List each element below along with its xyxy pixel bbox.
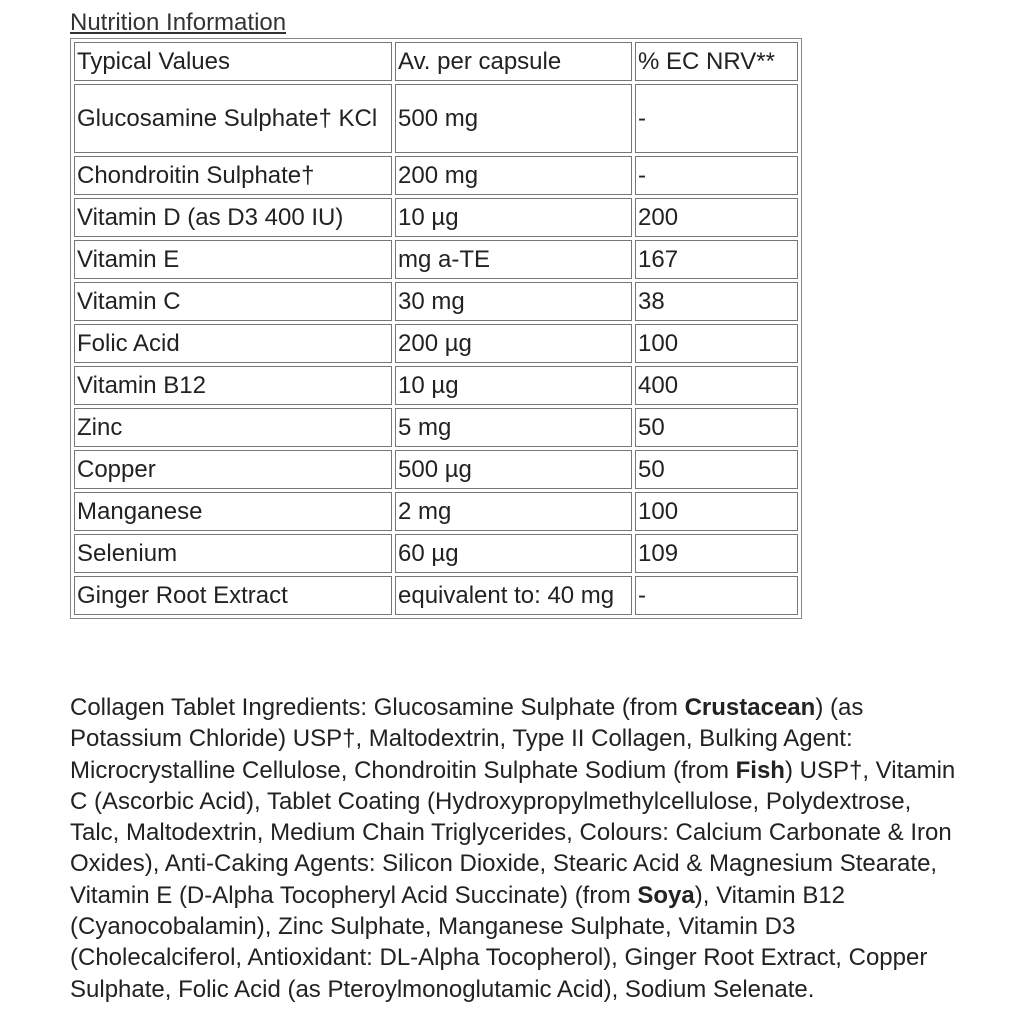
nutrient-amount: 10 µg (395, 198, 632, 237)
nutrient-amount: 5 mg (395, 408, 632, 447)
nutrient-amount: 2 mg (395, 492, 632, 531)
nutrient-nrv: 200 (635, 198, 798, 237)
nutrient-name: Vitamin E (74, 240, 392, 279)
table-row (74, 84, 798, 153)
nutrient-nrv: - (635, 156, 798, 195)
nutrient-name: Chondroitin Sulphate† (74, 156, 392, 195)
nutrient-nrv: - (635, 576, 798, 615)
ingredients-text: Collagen Tablet Ingredients: Glucosamine Sulphate (from (70, 694, 685, 721)
nutrient-name: Glucosamine Sulphate† KCl (74, 84, 392, 153)
ingredients-text: ), Vitamin B12 (Cyanocobalamin), Zinc Sulphate, Manganese Sulphate, Vitamin D3 (Cholecalciferol, Antioxidant: DL-Alpha Tocopherol), Ginger Root Extract, Copper Sulphate, Folic Acid (as Pteroylmonoglutamic Acid), Sodium Selenate. (70, 881, 928, 1003)
ingredients-text: ) USP†, Vitamin C (Ascorbic Acid), Tablet Coating (Hydroxypropylmethylcellulose, Polydextrose, Talc, Maltodextrin, Medium Chain Triglycerides, Colours: Calcium Carbonate & Iron Oxides), Anti-Caking Agents: Silicon Dioxide, Stearic Acid & Magnesium Stearate, Vitamin E (D-Alpha Tocopheryl Acid Succinate) (from (70, 756, 956, 909)
nutrient-name: Vitamin D (as D3 400 IU) (74, 198, 392, 237)
nutrient-amount: 60 µg (395, 534, 632, 573)
table-row (74, 324, 798, 363)
table-row (74, 282, 798, 321)
nutrient-nrv: 400 (635, 366, 798, 405)
table-row (74, 534, 798, 573)
nutrient-name: Selenium (74, 534, 392, 573)
nutrition-heading: Nutrition Information (70, 9, 287, 36)
nutrient-amount: 500 mg (395, 84, 632, 153)
allergen-fish: Fish (735, 756, 785, 784)
nutrient-name: Folic Acid (74, 324, 392, 363)
nutrient-name: Vitamin C (74, 282, 392, 321)
nutrient-amount: 200 µg (395, 324, 632, 363)
table-row (74, 366, 798, 405)
nutrient-name: Zinc (74, 408, 392, 447)
nutrient-amount: 500 µg (395, 450, 632, 489)
nutrient-amount: 30 mg (395, 282, 632, 321)
table-row (74, 156, 798, 195)
allergen-soya: Soya (637, 881, 695, 909)
nutrient-name: Manganese (74, 492, 392, 531)
nutrition-page (70, 8, 970, 1003)
header-typical-values: Typical Values (74, 42, 392, 81)
nutrient-name: Copper (74, 450, 392, 489)
ingredients-paragraph (70, 692, 960, 1005)
nutrient-amount: mg a-TE (395, 240, 632, 279)
nutrient-nrv: 50 (635, 408, 798, 447)
table-row (74, 450, 798, 489)
nutrient-nrv: 167 (635, 240, 798, 279)
table-row (74, 576, 798, 615)
table-row (74, 408, 798, 447)
nutrient-amount: 10 µg (395, 366, 632, 405)
nutrient-nrv: 100 (635, 492, 798, 531)
allergen-crustacean: Crustacean (684, 694, 816, 721)
table-header-row (74, 42, 798, 81)
nutrient-amount: equivalent to: 40 mg (395, 576, 632, 615)
ingredients-text: ) (as Potassium Chloride) USP†, Maltodextrin, Type II Collagen, Bulking Agent: Microcrystalline Cellulose, Chondroitin Sulphate Sodium (from (70, 694, 864, 784)
nutrient-amount: 200 mg (395, 156, 632, 195)
header-per-capsule: Av. per capsule (395, 42, 632, 81)
nutrient-nrv: 50 (635, 450, 798, 489)
table-row (74, 240, 798, 279)
nutrient-name: Vitamin B12 (74, 366, 392, 405)
nutrient-nrv: 38 (635, 282, 798, 321)
nutrient-nrv: 109 (635, 534, 798, 573)
table-row (74, 492, 798, 531)
nutrient-name: Ginger Root Extract (74, 576, 392, 615)
nutrient-nrv: - (635, 84, 798, 153)
nutrition-table (70, 38, 802, 619)
header-nrv: % EC NRV** (635, 42, 798, 81)
nutrient-nrv: 100 (635, 324, 798, 363)
table-row (74, 198, 798, 237)
